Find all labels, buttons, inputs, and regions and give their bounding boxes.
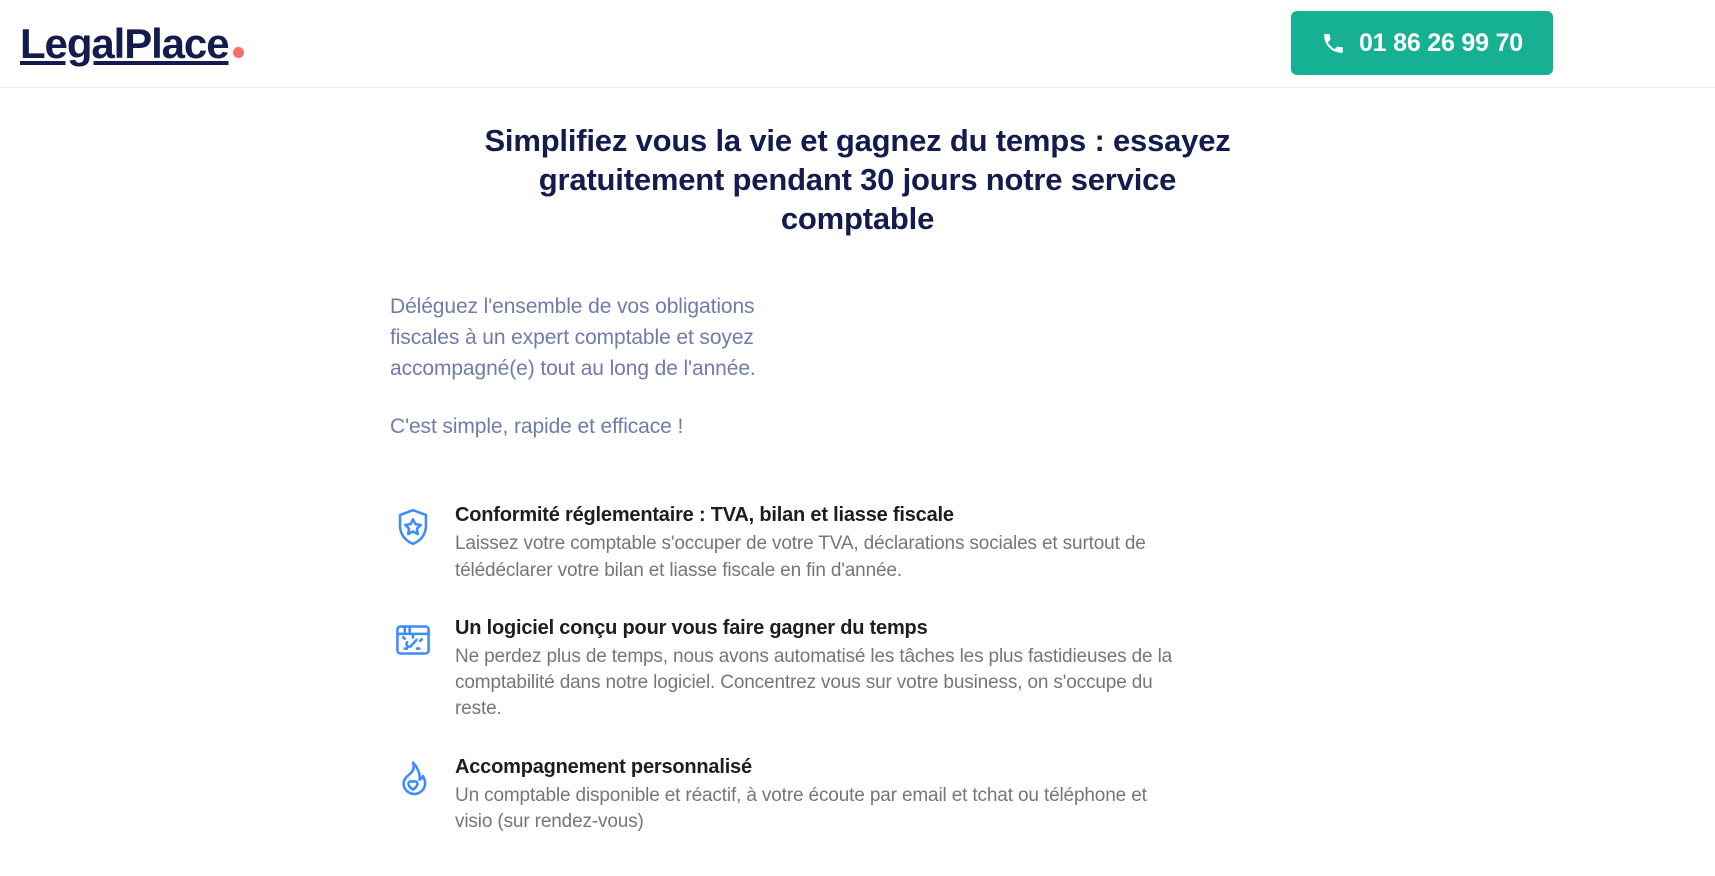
feature-text	[455, 754, 1200, 835]
feature-list	[0, 442, 1200, 835]
logo-text: LegalPlace	[20, 19, 229, 67]
feature-item	[390, 615, 1200, 723]
phone-icon	[1321, 31, 1346, 56]
brand-dot-icon	[233, 47, 244, 58]
feature-description: Laissez votre comptable s'occuper de votre TVA, déclarations sociales et surtout de télédéclarer votre bilan et liasse fiscale en fin d'année.	[455, 533, 1146, 581]
feature-text	[455, 502, 1200, 583]
site-logo[interactable]	[20, 19, 244, 67]
page-title: Simplifiez vous la vie et gagnez du temps : essayez gratuitement pendant 30 jours notre service comptable	[484, 123, 1231, 237]
feature-description: Ne perdez plus de temps, nous avons automatisé les tâches les plus fastidieuses de la comptabilité dans notre logiciel. Concentrez vous sur votre business, on s'occupe du reste.	[455, 645, 1173, 720]
feature-text	[455, 615, 1200, 723]
site-header	[0, 0, 1715, 88]
hero-intro	[0, 238, 800, 442]
feature-item	[390, 502, 1200, 583]
hero-section	[0, 88, 1715, 835]
feature-item	[390, 754, 1200, 835]
hero-paragraph-1: Déléguez l'ensemble de vos obligations fiscales à un expert comptable et soyez accompagné(e) tout au long de l'année.	[390, 295, 756, 381]
shield-star-icon	[390, 504, 436, 550]
phone-number-label: 01 86 26 99 70	[1358, 28, 1523, 57]
feature-title: Un logiciel conçu pour vous faire gagner du temps	[455, 616, 928, 639]
browser-speed-icon	[390, 617, 436, 663]
flame-heart-icon	[390, 756, 436, 802]
feature-title: Accompagnement personnalisé	[455, 755, 752, 778]
phone-call-button[interactable]	[1291, 11, 1553, 75]
feature-title: Conformité réglementaire : TVA, bilan et liasse fiscale	[455, 504, 954, 527]
hero-paragraph-2: C'est simple, rapide et efficace !	[390, 415, 684, 439]
feature-description: Un comptable disponible et réactif, à votre écoute par email et tchat ou téléphone et visio (sur rendez-vous)	[455, 784, 1147, 832]
